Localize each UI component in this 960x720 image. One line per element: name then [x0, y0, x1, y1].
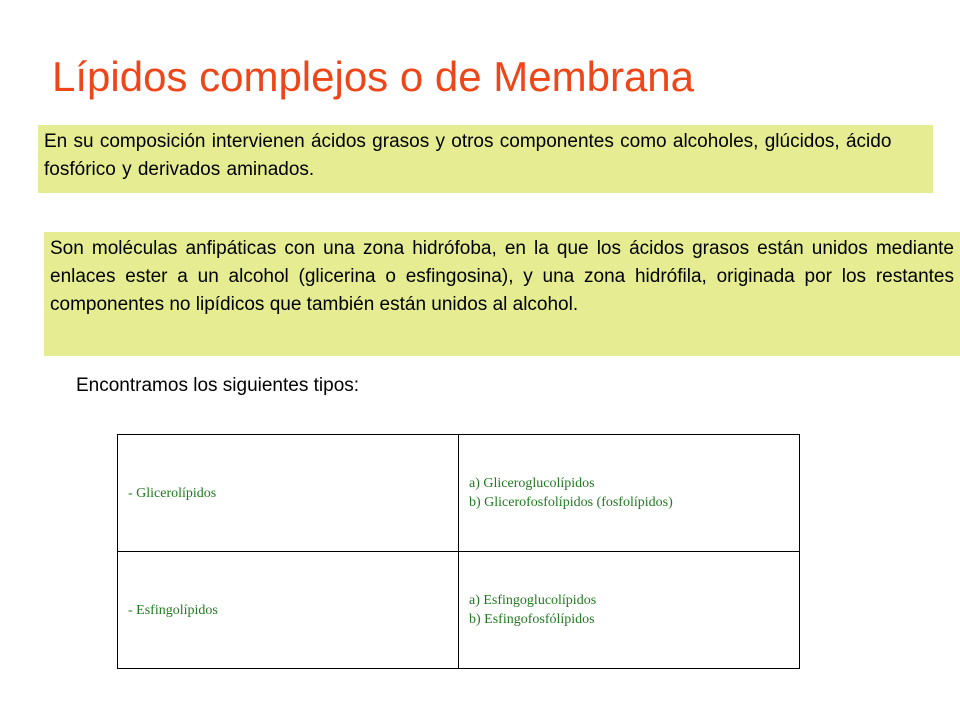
table-row	[118, 435, 800, 552]
amphipathic-paragraph: Son moléculas anfipáticas con una zona hidrófoba, en la que los ácidos grasos están unidos mediante enlaces ester a un alcohol (glicerina o esfingosina), y una zona hidrófila, originada por los restantes componentes no lipídicos que también están unidos al alcohol.	[44, 232, 960, 356]
lipid-subtype: b) Glicerofosfolípidos (fosfolípidos)	[469, 495, 673, 510]
lipid-type-cell: - Glicerolípidos	[118, 435, 459, 552]
lipid-subtype: a) Esfingoglucolípidos	[469, 593, 597, 608]
lipid-types-table	[117, 434, 800, 669]
lipid-subtypes-cell	[459, 435, 800, 552]
lipid-subtypes-cell	[459, 552, 800, 669]
page-title: Lípidos complejos o de Membrana	[52, 53, 695, 100]
lipid-subtype: a) Gliceroglucolípidos	[469, 476, 595, 491]
table-row	[118, 552, 800, 669]
composition-paragraph: En su composición intervienen ácidos grasos y otros componentes como alcoholes, glúcidos, ácido fosfórico y derivados aminados.	[38, 125, 933, 193]
lipid-subtype: b) Esfingofosfólípidos	[469, 612, 595, 627]
lipid-type-cell: - Esfingolípidos	[118, 552, 459, 669]
types-intro: Encontramos los siguientes tipos:	[76, 375, 360, 396]
